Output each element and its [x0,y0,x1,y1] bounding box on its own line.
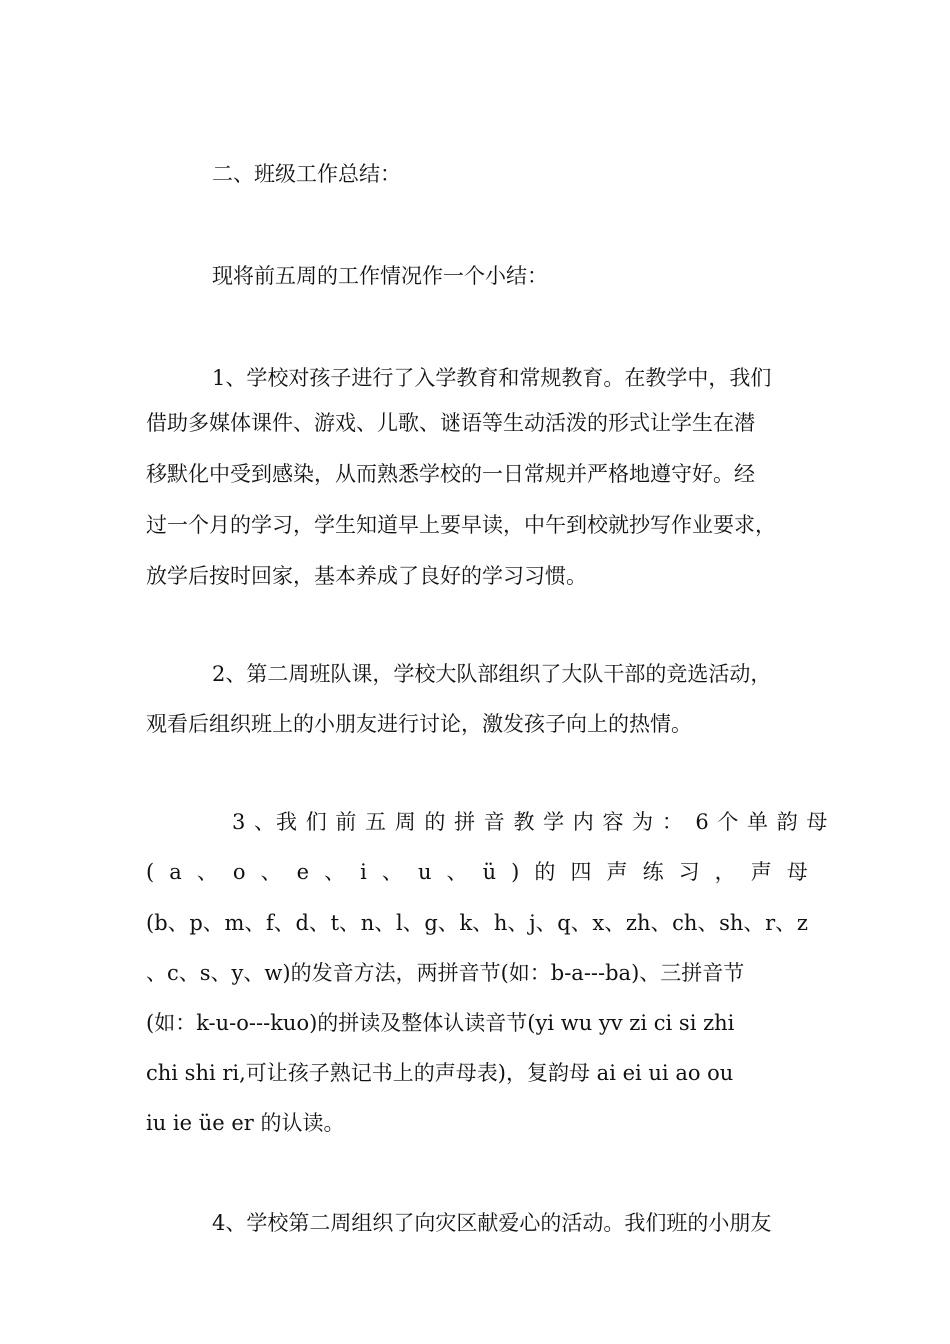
spread-token: 、 [196,860,218,884]
spread-token: m、 [224,911,266,935]
spread-token: ) [511,860,520,884]
paragraph-line: 移默化中受到感染，从而熟悉学校的一日常规并严格地遵守好。经 [146,462,755,486]
paragraph-line-spread [146,909,808,937]
spread-token: 、 [260,860,282,884]
spread-token: k、 [459,911,494,935]
paragraph-line: 4、学校第二周组织了向灾区献爱心的活动。我们班的小朋友 [212,1211,772,1235]
spread-token: ch、 [672,911,719,935]
spread-token: d、 [295,911,330,935]
spread-token: f、 [266,911,295,935]
spread-token: e [296,860,310,884]
spread-token: z [796,911,808,935]
paragraph-line: 1、学校对孩子进行了入学教育和常规教育。在教学中，我们 [212,366,772,390]
spread-token: o [232,860,246,884]
spread-token: 的 [534,860,556,884]
spread-token: 练 [642,860,664,884]
paragraph-line: chi shi ri,可让孩子熟记书上的声母表)，复韵母 ai ei ui ao ou [146,1061,734,1085]
spread-token: t、 [330,911,361,935]
paragraph-line: 过一个月的学习，学生知道早上要早读，中午到校就抄写作业要求， [146,513,776,537]
paragraph-line: 观看后组织班上的小朋友进行讨论，激发孩子向上的热情。 [146,712,692,736]
paragraph-line: 借助多媒体课件、游戏、儿歌、谜语等生动活泼的形式让学生在潜 [146,411,755,435]
spread-token: ， [714,860,736,884]
paragraph-line: (如：k-u-o---kuo)的拼读及整体认读音节(yi wu yv zi ci si zhi [146,1011,735,1035]
spread-token: a [169,860,182,884]
spread-token: l、 [395,911,424,935]
paragraph-line: 2、第二周班队课，学校大队部组织了大队干部的竞选活动， [212,662,772,686]
spread-token: p、 [189,911,224,935]
spread-token: 四 [570,860,592,884]
spread-token: u [417,860,432,884]
spread-token: 母 [786,860,808,884]
intro-line: 现将前五周的工作情况作一个小结： [212,264,548,288]
spread-token: ü [482,860,497,884]
spread-token: 、 [446,860,468,884]
spread-token: n、 [360,911,396,935]
spread-token: 声 [606,860,628,884]
spread-token: ( [146,860,155,884]
section-heading: 二、班级工作总结： [212,162,401,186]
spread-token: r、 [765,911,797,935]
spread-token: j、 [529,911,557,935]
paragraph-line: 放学后按时回家，基本养成了良好的学习习惯。 [146,564,587,588]
spread-token: i [360,860,367,884]
spread-token: 声 [750,860,772,884]
spread-token: zh、 [625,911,672,935]
spread-token: sh、 [719,911,765,935]
spread-token: h、 [493,911,529,935]
paragraph-line: 3 、我 们 前 五 周 的 拼 音 教 学 内 容 为 ： 6 个 单 韵 母 [232,810,829,834]
spread-token: 习 [678,860,700,884]
paragraph-line-spread [146,858,808,886]
spread-token: x、 [592,911,626,935]
paragraph-line: iu ie üe er 的认读。 [146,1111,345,1135]
spread-token: 、 [381,860,403,884]
spread-token: q、 [557,911,592,935]
spread-token: (b、 [146,911,189,935]
paragraph-line: 、c、s、y、w)的发音方法，两拼音节(如：b-a---ba)、三拼音节 [146,961,745,985]
spread-token: g、 [424,911,459,935]
spread-token: 、 [324,860,346,884]
